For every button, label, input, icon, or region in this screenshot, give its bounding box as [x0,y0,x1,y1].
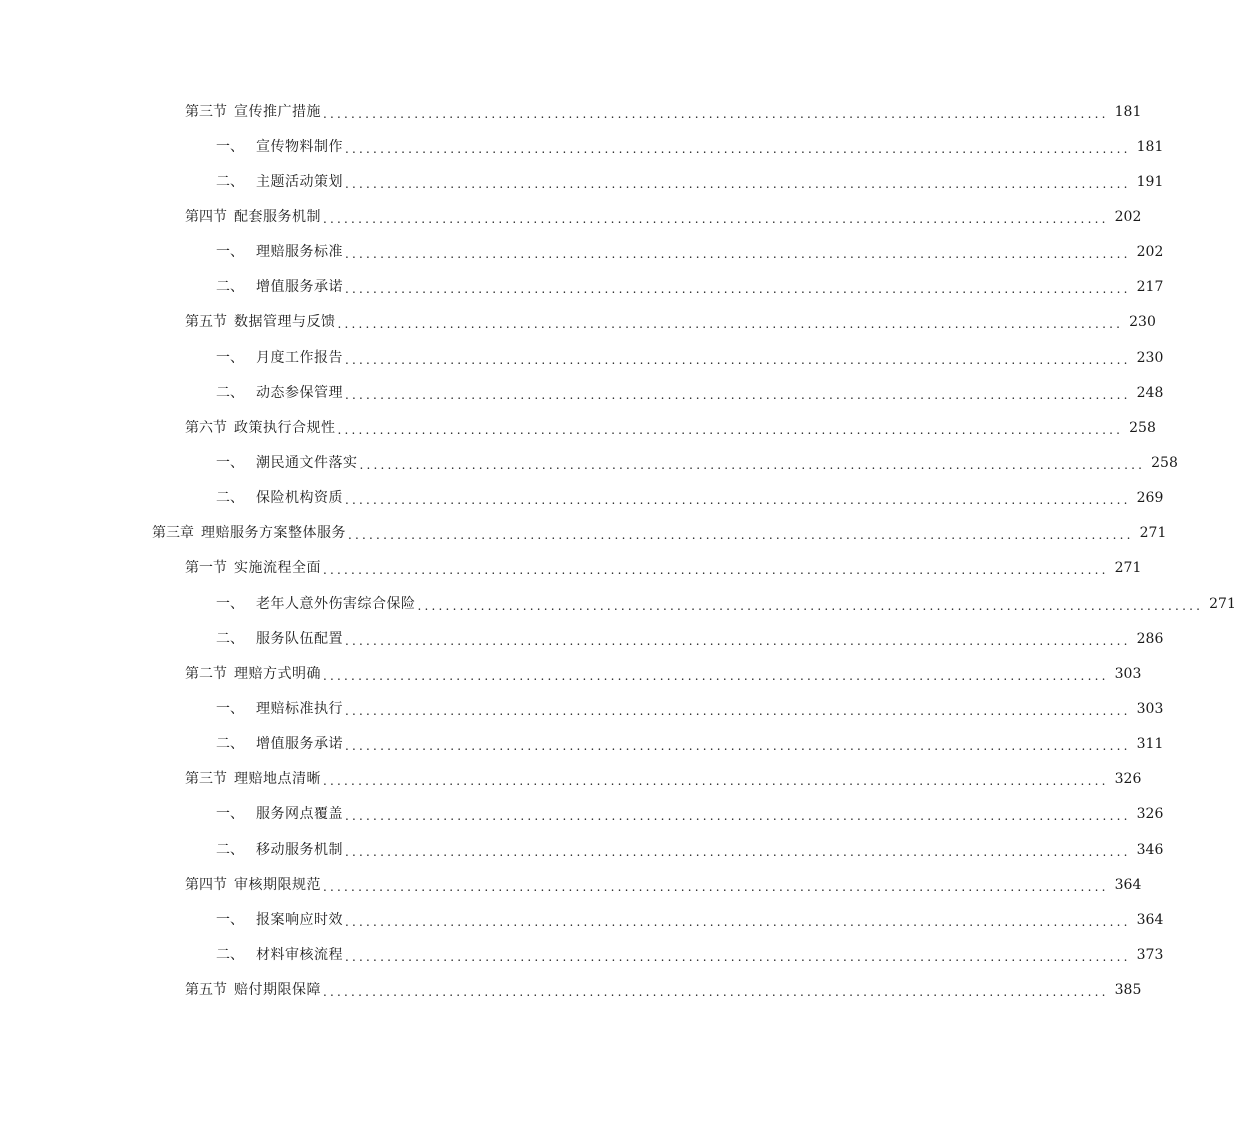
toc-entry-page-number: 248 [1136,384,1164,401]
toc-dot-leader: ................................................................................................................ [337,317,1124,332]
toc-entry-inner [216,445,1178,480]
toc-entry-7[interactable] [0,305,1156,340]
toc-entry-26[interactable] [0,973,1142,1008]
toc-dot-leader: ................................................................................................................ [345,703,1131,718]
toc-entry-page-number: 286 [1136,630,1164,647]
toc-entry-number: 第五节 [185,314,227,331]
toc-entry-12[interactable] [0,481,1164,516]
toc-entry-title: 理赔服务标准 [256,244,343,261]
toc-entry-2[interactable] [0,129,1164,164]
toc-dot-leader: ................................................................................................................ [323,211,1109,226]
toc-entry-number: 第三节 [185,771,227,788]
toc-entry-title: 报案响应时效 [256,911,343,928]
toc-entry-page-number: 373 [1136,946,1164,963]
toc-entry-1[interactable] [0,94,1142,129]
toc-entry-inner [185,305,1156,340]
toc-entry-number: 二、 [216,384,244,401]
toc-entry-title: 理赔方式明确 [234,665,321,682]
toc-entry-number: 第四节 [185,208,227,225]
toc-entry-inner [185,199,1142,234]
toc-entry-number: 一、 [216,244,244,261]
toc-entry-title: 保险机构资质 [256,490,343,507]
toc-entry-inner [152,516,1167,551]
toc-entry-page-number: 271 [1139,525,1167,542]
toc-entry-24[interactable] [0,902,1164,937]
toc-entry-number: 一、 [216,806,244,823]
toc-entry-page-number: 311 [1136,736,1164,753]
toc-entry-number: 第五节 [185,982,227,999]
toc-entry-number: 二、 [216,173,244,190]
toc-dot-leader: ................................................................................................................ [345,176,1131,191]
toc-entry-title: 增值服务承诺 [256,736,343,753]
toc-entry-page-number: 326 [1114,771,1142,788]
toc-entry-title: 服务队伍配置 [256,630,343,647]
toc-entry-title: 赔付期限保障 [234,982,321,999]
toc-entry-title: 材料审核流程 [256,946,343,963]
toc-entry-number: 一、 [216,454,244,471]
toc-dot-leader: ................................................................................................................ [345,282,1131,297]
toc-entry-title: 月度工作报告 [256,349,343,366]
toc-entry-number: 第三节 [185,103,227,120]
toc-dot-leader: ................................................................................................................ [323,106,1109,121]
toc-entry-inner [185,762,1142,797]
toc-entry-inner [216,270,1164,305]
toc-entry-page-number: 202 [1136,244,1164,261]
toc-dot-leader: ................................................................................................................ [345,739,1131,754]
toc-dot-leader: ................................................................................................................ [323,879,1109,894]
toc-entry-number: 第六节 [185,419,227,436]
toc-entry-number: 二、 [216,946,244,963]
toc-entry-inner [185,551,1142,586]
toc-entry-title: 理赔服务方案整体服务 [201,525,346,542]
toc-dot-leader: ................................................................................................................ [345,844,1131,859]
toc-entry-title: 政策执行合规性 [234,419,336,436]
toc-entry-page-number: 364 [1136,911,1164,928]
toc-entry-title: 主题活动策划 [256,173,343,190]
toc-entry-page-number: 217 [1136,279,1164,296]
toc-entry-inner [216,727,1164,762]
toc-dot-leader: ................................................................................................................ [323,563,1109,578]
toc-entry-inner [216,621,1164,656]
toc-entry-page-number: 191 [1136,173,1164,190]
toc-entry-inner [216,481,1164,516]
toc-entry-page-number: 269 [1136,490,1164,507]
toc-entry-inner [185,94,1142,129]
toc-entry-inner [216,586,1236,621]
toc-entry-page-number: 364 [1114,876,1142,893]
toc-entry-inner [185,867,1142,902]
toc-entry-title: 实施流程全面 [234,560,321,577]
toc-dot-leader: ................................................................................................................ [345,352,1131,367]
toc-entry-page-number: 303 [1114,665,1142,682]
toc-entry-number: 二、 [216,736,244,753]
toc-dot-leader: ................................................................................................................ [345,949,1131,964]
toc-entry-inner [216,340,1164,375]
toc-dot-leader: ................................................................................................................ [345,141,1131,156]
toc-entry-title: 数据管理与反馈 [234,314,336,331]
toc-entry-title: 配套服务机制 [234,208,321,225]
toc-entry-page-number: 326 [1136,806,1164,823]
toc-entry-title: 宣传推广措施 [234,103,321,120]
toc-entry-8[interactable] [0,340,1164,375]
toc-dot-leader: ................................................................................................................ [345,633,1131,648]
toc-entry-inner [216,375,1164,410]
toc-entry-inner [216,797,1164,832]
toc-entry-number: 第一节 [185,560,227,577]
toc-entry-page-number: 202 [1114,208,1142,225]
toc-entry-number: 二、 [216,279,244,296]
toc-entry-inner [216,902,1164,937]
toc-entry-inner [216,164,1164,199]
toc-entry-22[interactable] [0,832,1164,867]
toc-dot-leader: ................................................................................................................ [359,457,1146,472]
toc-dot-leader: ................................................................................................................ [417,598,1204,613]
toc-entry-inner [216,129,1164,164]
toc-entry-title: 潮民通文件落实 [256,454,358,471]
toc-dot-leader: ................................................................................................................ [345,247,1131,262]
toc-entry-number: 一、 [216,138,244,155]
toc-entry-16[interactable] [0,621,1164,656]
toc-entry-inner [185,973,1142,1008]
toc-entry-18[interactable] [0,691,1164,726]
toc-entry-title: 理赔地点清晰 [234,771,321,788]
toc-entry-6[interactable] [0,270,1164,305]
toc-entry-number: 一、 [216,700,244,717]
toc-entry-19[interactable] [0,727,1164,762]
toc-dot-leader: ................................................................................................................ [323,774,1109,789]
toc-entry-page-number: 258 [1129,419,1156,436]
toc-dot-leader: ................................................................................................................ [337,422,1124,437]
toc-entry-25[interactable] [0,937,1164,972]
toc-entry-title: 老年人意外伤害综合保险 [256,595,416,612]
toc-entry-inner [216,691,1164,726]
toc-entry-13[interactable] [0,516,1167,551]
toc-entry-title: 宣传物料制作 [256,138,343,155]
toc-entry-page-number: 385 [1114,982,1142,999]
toc-entry-4[interactable] [0,199,1142,234]
toc-entry-page-number: 271 [1114,560,1142,577]
toc-entry-inner [185,656,1142,691]
toc-entry-number: 第二节 [185,665,227,682]
toc-entry-page-number: 271 [1209,595,1236,612]
toc-dot-leader: ................................................................................................................ [345,914,1131,929]
toc-entry-number: 第四节 [185,876,227,893]
toc-entry-14[interactable] [0,551,1142,586]
toc-entry-page-number: 346 [1136,841,1164,858]
toc-entry-21[interactable] [0,797,1164,832]
toc-entry-inner [216,832,1164,867]
toc-dot-leader: ................................................................................................................ [323,985,1109,1000]
toc-entry-page-number: 230 [1136,349,1164,366]
toc-entry-title: 理赔标准执行 [256,700,343,717]
toc-entry-9[interactable] [0,375,1164,410]
toc-dot-leader: ................................................................................................................ [345,493,1131,508]
toc-entry-page-number: 258 [1151,454,1178,471]
toc-entry-number: 一、 [216,911,244,928]
toc-entry-20[interactable] [0,762,1142,797]
toc-entry-title: 移动服务机制 [256,841,343,858]
toc-dot-leader: ................................................................................................................ [345,809,1131,824]
toc-entry-17[interactable] [0,656,1142,691]
toc-entry-number: 二、 [216,841,244,858]
toc-entry-page-number: 181 [1114,103,1142,120]
toc-entry-23[interactable] [0,867,1142,902]
toc-entry-page-number: 303 [1136,700,1164,717]
toc-dot-leader: ................................................................................................................ [345,387,1131,402]
toc-entry-inner [216,235,1164,270]
toc-entry-5[interactable] [0,235,1164,270]
toc-entry-number: 第三章 [152,525,194,542]
table-of-contents [0,94,1236,1008]
toc-entry-number: 二、 [216,490,244,507]
toc-entry-title: 服务网点覆盖 [256,806,343,823]
toc-entry-11[interactable] [0,445,1178,480]
toc-entry-inner [216,937,1164,972]
toc-entry-page-number: 230 [1129,314,1156,331]
toc-list [0,94,1236,1008]
toc-dot-leader: ................................................................................................................ [323,668,1109,683]
toc-entry-number: 一、 [216,349,244,366]
toc-entry-title: 审核期限规范 [234,876,321,893]
toc-dot-leader: ................................................................................................................ [348,528,1134,543]
toc-entry-inner [185,410,1156,445]
toc-entry-number: 一、 [216,595,244,612]
toc-entry-number: 二、 [216,630,244,647]
toc-entry-15[interactable] [0,586,1236,621]
toc-entry-title: 增值服务承诺 [256,279,343,296]
toc-entry-page-number: 181 [1136,138,1164,155]
toc-entry-3[interactable] [0,164,1164,199]
toc-entry-title: 动态参保管理 [256,384,343,401]
toc-entry-10[interactable] [0,410,1156,445]
